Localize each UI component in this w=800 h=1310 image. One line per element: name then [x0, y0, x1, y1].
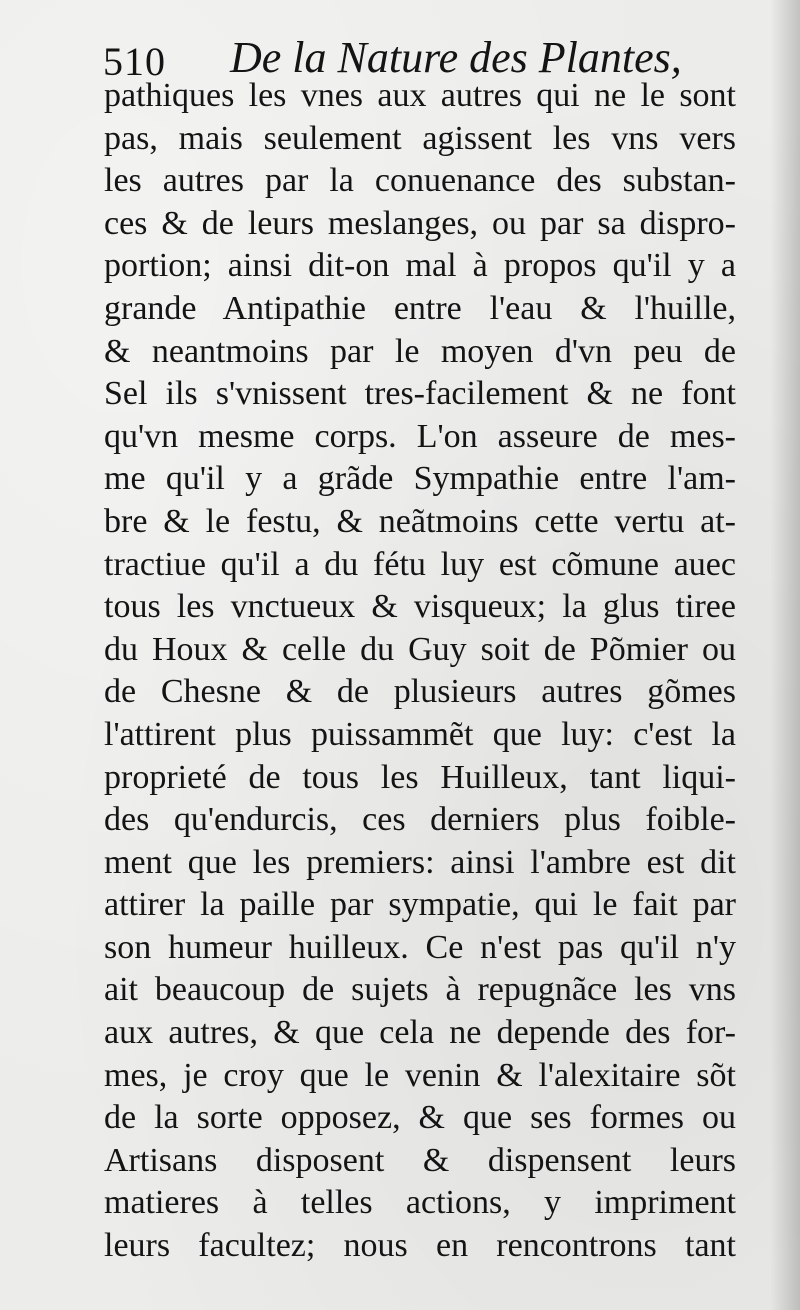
text-line: matieres à telles actions, y impriment: [104, 1184, 736, 1222]
text-line: de la sorte opposez, & que ses formes ou: [104, 1099, 736, 1137]
text-line: & neantmoins par le moyen d'vn peu de: [104, 332, 736, 370]
text-line: proprieté de tous les Huilleux, tant liqui-: [104, 758, 736, 796]
body-text: [104, 75, 736, 1268]
text-line: les autres par la conuenance des substan-: [104, 162, 736, 200]
page-edge-shadow: [770, 0, 800, 1310]
text-line: ces & de leurs meslanges, ou par sa dispro-: [104, 204, 736, 242]
text-line: qu'vn mesme corps. L'on asseure de mes-: [104, 417, 736, 455]
text-line: du Houx & celle du Guy soit de Põmier ou: [104, 630, 736, 668]
text-line: de Chesne & de plusieurs autres gõmes: [104, 673, 736, 711]
text-line: pas, mais seulement agissent les vns vers: [104, 119, 736, 157]
text-line: des qu'endurcis, ces derniers plus foible-: [104, 801, 736, 839]
text-line: l'attirent plus puissammẽt que luy: c'est la: [104, 715, 736, 753]
page-number: 510: [103, 39, 166, 84]
text-line: mes, je croy que le venin & l'alexitaire sõt: [104, 1056, 736, 1094]
text-line: tractiue qu'il a du fétu luy est cõmune auec: [104, 545, 736, 583]
text-line: pathiques les vnes aux autres qui ne le sont: [104, 77, 736, 114]
text-line: me qu'il y a grãde Sympathie entre l'am-: [104, 460, 736, 498]
text-line: son humeur huilleux. Ce n'est pas qu'il n'y: [104, 928, 736, 966]
text-line: Sel ils s'vnissent tres-facilement & ne font: [104, 375, 736, 413]
text-line: attirer la paille par sympatie, qui le fait par: [104, 886, 736, 924]
text-line: aux autres, & que cela ne depende des for-: [104, 1014, 736, 1052]
text-line: Artisans disposent & dispensent leurs: [104, 1141, 736, 1179]
running-title: De la Nature des Plantes,: [230, 33, 682, 82]
text-line: leurs facultez; nous en rencontrons tant: [104, 1227, 736, 1265]
text-line: grande Antipathie entre l'eau & l'huille,: [104, 289, 736, 327]
text-line: tous les vnctueux & visqueux; la glus tiree: [104, 588, 736, 626]
text-line: portion; ainsi dit-on mal à propos qu'il y a: [104, 247, 736, 285]
text-line: ait beaucoup de sujets à repugnãce les vns: [104, 971, 736, 1009]
text-line: bre & le festu, & neãtmoins cette vertu at-: [104, 502, 736, 540]
text-line: ment que les premiers: ainsi l'ambre est dit: [104, 843, 736, 881]
